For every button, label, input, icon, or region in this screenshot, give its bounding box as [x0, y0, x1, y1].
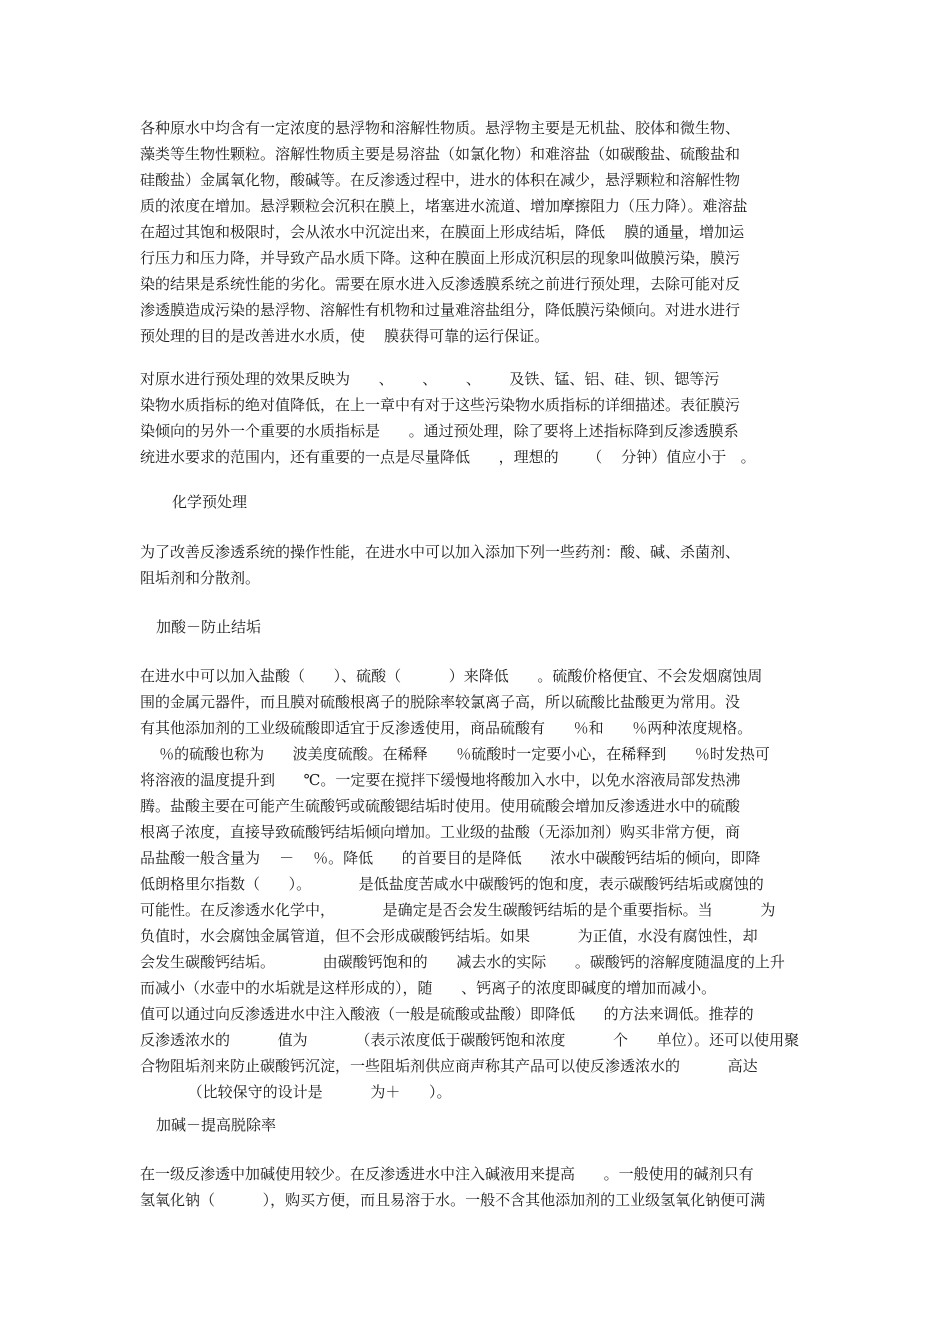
text-line: 各种原水中均含有一定浓度的悬浮物和溶解性物质。悬浮物主要是无机盐、胶体和微生物、 [140, 119, 741, 137]
paragraph-alkali-dosing [140, 1161, 840, 1213]
text-line: 围的金属元器件，而且膜对硫酸根离子的脱除率较氯离子高，所以硫酸比盐酸更为常用。没 [140, 693, 741, 711]
text-line: 可能性。在反渗透水化学中， 是确定是否会发生碳酸钙结垢的是个重要指标。当 为 [140, 901, 776, 919]
paragraph-pretreatment-intro [140, 115, 840, 349]
section-heading-alkali-dosing: 加碱－提高脱除率 [156, 1116, 277, 1134]
text-line: 质的浓度在增加。悬浮颗粒会沉积在膜上，堵塞进水流道、增加摩擦阻力（压力降）。难溶盐 [140, 197, 748, 215]
text-line: 阻垢剂和分散剂。 [140, 569, 261, 587]
paragraph-acid-dosing [140, 663, 840, 1105]
text-line: 为了改善反渗透系统的操作性能，在进水中可以加入添加下列一些药剂：酸、碱、杀菌剂、 [140, 543, 741, 561]
text-line: 而减小（水壶中的水垢就是这样形成的），随 、钙离子的浓度即碱度的增加而减小。 [140, 979, 717, 997]
text-line: 行压力和压力降，并导致产品水质下降。这种在膜面上形成沉积层的现象叫做膜污染，膜污 [140, 249, 741, 267]
paragraph-pretreatment-effect [140, 366, 840, 470]
text-line: ％的硫酸也称为 波美度硫酸。在稀释 ％硫酸时一定要小心，在稀释到 ％时发热可 [140, 745, 770, 763]
text-line: 统进水要求的范围内，还有重要的一点是尽量降低 ，理想的 （ 分钟）值应小于 。 [140, 448, 756, 466]
text-line: 值可以通过向反渗透进水中注入酸液（一般是硫酸或盐酸）即降低 的方法来调低。推荐的 [140, 1005, 754, 1023]
text-line: 在超过其饱和极限时，会从浓水中沉淀出来，在膜面上形成结垢，降低 膜的通量，增加运 [140, 223, 745, 241]
text-line: 对原水进行预处理的效果反映为 、 、 、 及铁、锰、铝、硅、钡、锶等污 [140, 370, 720, 388]
text-line: 根离子浓度，直接导致硫酸钙结垢倾向增加。工业级的盐酸（无添加剂）购买非常方便，商 [140, 823, 741, 841]
text-line: 硅酸盐）金属氧化物，酸碱等。在反渗透过程中，进水的体积在减少，悬浮颗粒和溶解性物 [140, 171, 741, 189]
text-line: 在一级反渗透中加碱使用较少。在反渗透进水中注入碱液用来提高 。一般使用的碱剂只有 [140, 1165, 754, 1183]
text-line: 渗透膜造成污染的悬浮物、溶解性有机物和过量难溶盐组分，降低膜污染倾向。对进水进行 [140, 301, 741, 319]
text-line: 腾。盐酸主要在可能产生硫酸钙或硫酸锶结垢时使用。使用硫酸会增加反渗透进水中的硫酸 [140, 797, 741, 815]
text-line: 会发生碳酸钙结垢。 由碳酸钙饱和的 减去水的实际 。碳酸钙的溶解度随温度的上升 [140, 953, 785, 971]
text-line: 在进水中可以加入盐酸（ ）、硫酸（ ）来降低 。硫酸价格便宜、不会发烟腐蚀周 [140, 667, 763, 685]
text-line: 将溶液的温度提升到 ℃。一定要在搅拌下缓慢地将酸加入水中，以免水溶液局部发热沸 [140, 771, 741, 789]
text-line: 低朗格里尔指数（ ）。 是低盐度苦咸水中碳酸钙的饱和度，表示碳酸钙结垢或腐蚀的 [140, 875, 764, 893]
text-line: 负值时，水会腐蚀金属管道，但不会形成碳酸钙结垢。如果 为正值，水没有腐蚀性，却 [140, 927, 758, 945]
text-line: 品盐酸一般含量为 － ％。降低 的首要目的是降低 浓水中碳酸钙结垢的倾向，即降 [140, 849, 761, 867]
text-line: 预处理的目的是改善进水水质，使 膜获得可靠的运行保证。 [140, 327, 550, 345]
text-line: 氢氧化钠（ ），购买方便，而且易溶于水。一般不含其他添加剂的工业级氢氧化钠便可满 [140, 1191, 766, 1209]
text-line: （比较保守的设计是 为＋ ）。 [140, 1083, 452, 1101]
text-line: 染的结果是系统性能的劣化。需要在原水进入反渗透膜系统之前进行预处理，去除可能对反 [140, 275, 741, 293]
paragraph-chemical-intro [140, 539, 840, 591]
text-line: 合物阻垢剂来防止碳酸钙沉淀，一些阻垢剂供应商声称其产品可以使反渗透浓水的 高达 [140, 1057, 758, 1075]
text-line: 反渗透浓水的 值为 （表示浓度低于碳酸钙饱和浓度 个 单位）。还可以使用聚 [140, 1031, 800, 1049]
text-line: 藻类等生物性颗粒。溶解性物质主要是易溶盐（如氯化物）和难溶盐（如碳酸盐、硫酸盐和 [140, 145, 741, 163]
text-line: 染倾向的另外一个重要的水质指标是 。通过预处理，除了要将上述指标降到反渗透膜系 [140, 422, 739, 440]
text-line: 有其他添加剂的工业级硫酸即适宜于反渗透使用，商品硫酸有 ％和 ％两种浓度规格。 [140, 719, 753, 737]
section-heading-chemical-pretreatment: 化学预处理 [172, 493, 248, 511]
section-heading-acid-dosing: 加酸－防止结垢 [156, 618, 262, 636]
text-line: 染物水质指标的绝对值降低，在上一章中有对于这些污染物水质指标的详细描述。表征膜污 [140, 396, 741, 414]
